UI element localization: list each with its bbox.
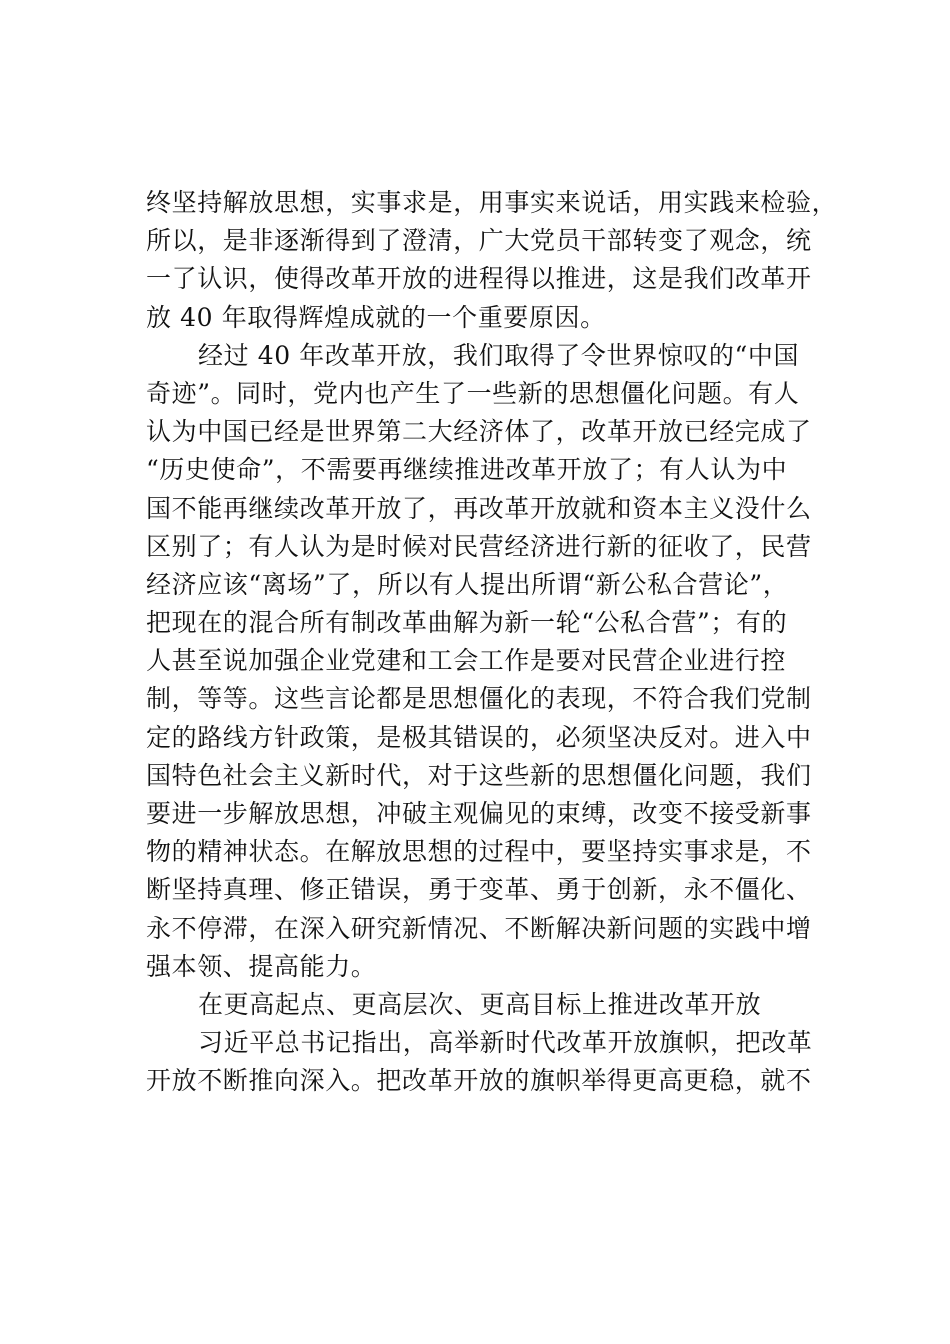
text-line: 区别了；有人认为是时候对民营经济进行新的征收了，民营 [146,531,812,561]
text-line: 国不能再继续改革开放了，再改革开放就和资本主义没什么 [146,493,812,523]
text-line: 强本领、提高能力。 [146,951,377,981]
text-line: 国特色社会主义新时代，对于这些新的思想僵化问题，我们 [146,760,812,790]
text-line: 把现在的混合所有制改革曲解为新一轮“公私合营”；有的 [146,608,788,638]
text-line: 开放不断推向深入。把改革开放的旗帜举得更高更稳，就不 [146,1066,812,1096]
body-text [146,184,838,1101]
text-line: 物的精神状态。在解放思想的过程中，要坚持实事求是，不 [146,837,812,867]
text-line: 所以，是非逐渐得到了澄清，广大党员干部转变了观念，统 [146,226,812,256]
text-line: 经济应该“离场”了，所以有人提出所谓“新公私合营论”， [146,569,789,599]
paragraph-start-line: 经过 40 年改革开放，我们取得了令世界惊叹的“中国 [198,340,800,370]
section-heading: 在更高起点、更高层次、更高目标上推进改革开放 [198,989,762,1019]
text-line: 放 40 年取得辉煌成就的一个重要原因。 [146,302,606,332]
text-line: “历史使命”，不需要再继续推进改革开放了；有人认为中 [146,455,788,485]
text-line: 人甚至说加强企业党建和工会工作是要对民营企业进行控 [146,646,787,676]
text-line: 认为中国已经是世界第二大经济体了，改革开放已经完成了 [146,417,812,447]
text-line: 一了认识，使得改革开放的进程得以推进，这是我们改革开 [146,264,812,294]
text-line: 要进一步解放思想，冲破主观偏见的束缚，改变不接受新事 [146,799,812,828]
text-line: 终坚持解放思想，实事求是，用事实来说话，用实践来检验， [146,188,838,217]
text-line: 奇迹”。同时，党内也产生了一些新的思想僵化问题。有人 [146,378,800,408]
text-line: 制，等等。这些言论都是思想僵化的表现，不符合我们党制 [146,684,812,714]
paragraph-start-line: 习近平总书记指出，高举新时代改革开放旗帜，把改革 [198,1028,813,1058]
text-line: 永不停滞，在深入研究新情况、不断解决新问题的实践中增 [146,913,812,943]
text-line: 断坚持真理、修正错误，勇于变革、勇于创新，永不僵化、 [146,875,812,905]
text-line: 定的路线方针政策，是极其错误的，必须坚决反对。进入中 [146,722,812,752]
